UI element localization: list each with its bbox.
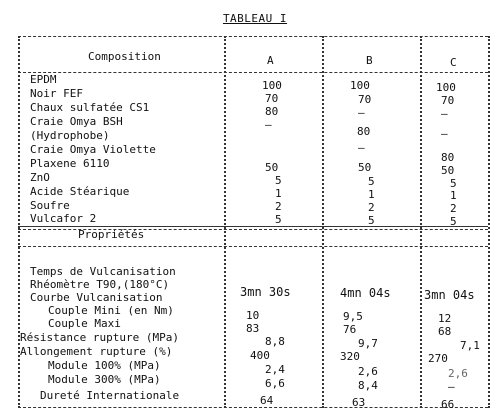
cell-b: 80 [357, 125, 371, 138]
header-c: C [450, 56, 457, 69]
cell-c: 80 [441, 151, 455, 164]
cell-c: 2,6 [448, 367, 468, 380]
row-label: Craie Omya BSH [30, 115, 123, 128]
row-label: Rhéomètre T90,(180°C) [30, 278, 170, 291]
header-a: A [267, 54, 274, 67]
cell-a: 100 [262, 79, 282, 92]
section-title-proprietes: Propriétés [78, 228, 145, 241]
cell-a: 64 [260, 394, 274, 407]
row-label: Dureté Internationale [40, 389, 180, 402]
row-label: Couple Maxi [48, 317, 121, 330]
cell-c: 12 [438, 312, 452, 325]
cell-b: 2 [368, 201, 375, 214]
cell-a: 3mn 30s [240, 285, 291, 299]
cell-a: 2 [275, 200, 282, 213]
cell-a: 6,6 [265, 377, 285, 390]
cell-c: – [448, 380, 455, 393]
cell-a: 8,8 [265, 335, 285, 348]
cell-a: – [265, 118, 272, 131]
cell-c: 100 [436, 81, 456, 94]
cell-b: – [358, 141, 365, 154]
row-label: Courbe Vulcanisation [30, 291, 163, 304]
row-label: Acide Stéarique [30, 185, 130, 198]
row-label: (Hydrophobe) [30, 129, 110, 142]
row-label: Résistance rupture (MPa) [20, 331, 179, 344]
header-composition: Composition [88, 50, 161, 63]
row-label: Allongement rupture (%) [20, 345, 173, 358]
cell-c: – [441, 107, 448, 120]
cell-b: 8,4 [358, 379, 378, 392]
column-border-composition [224, 36, 226, 408]
cell-c: – [441, 127, 448, 140]
cell-a: 1 [275, 187, 282, 200]
cell-b: 320 [340, 350, 360, 363]
cell-a: 5 [275, 213, 282, 226]
cell-c: 3mn 04s [424, 288, 475, 302]
cell-c: 7,1 [460, 339, 480, 352]
cell-b: 70 [358, 93, 372, 106]
row-label: EPDM [30, 73, 57, 86]
rule-below-header [18, 72, 488, 73]
column-border-b [420, 36, 422, 408]
row-label: Noir FEF [30, 87, 83, 100]
row-label: Craie Omya Violette [30, 143, 156, 156]
cell-c: 5 [450, 215, 457, 228]
cell-a: 83 [246, 322, 260, 335]
cell-a: 70 [265, 92, 279, 105]
cell-b: 5 [368, 214, 375, 227]
row-label: Vulcafor 2 [30, 212, 97, 225]
cell-b: 5 [368, 175, 375, 188]
cell-c: 50 [441, 164, 455, 177]
rule-after-properties-title [18, 246, 488, 247]
rule-bottom [18, 407, 488, 408]
table-title: TABLEAU I [222, 12, 288, 25]
cell-b: – [358, 106, 365, 119]
row-label: Couple Mini (en Nm) [48, 304, 174, 317]
cell-c: 1 [450, 189, 457, 202]
header-b: B [366, 54, 373, 67]
row-label: Chaux sulfatée CS1 [30, 101, 150, 114]
cell-b: 9,7 [358, 337, 378, 350]
cell-a: 400 [250, 349, 270, 362]
row-label: Plaxene 6110 [30, 157, 110, 170]
row-label: Soufre [30, 199, 70, 212]
cell-c: 68 [438, 325, 452, 338]
row-label: Module 100% (MPa) [48, 359, 161, 372]
cell-b: 50 [358, 161, 372, 174]
cell-a: 80 [265, 105, 279, 118]
cell-b: 2,6 [358, 365, 378, 378]
cell-a: 10 [246, 309, 260, 322]
cell-c: 70 [441, 94, 455, 107]
cell-a: 50 [265, 161, 279, 174]
cell-a: 5 [275, 174, 282, 187]
rule-top [18, 36, 488, 37]
row-label: Module 300% (MPa) [48, 373, 161, 386]
cell-c: 2 [450, 202, 457, 215]
row-label: ZnO [30, 171, 50, 184]
cell-c: 66 [441, 398, 455, 411]
cell-c: 5 [450, 177, 457, 190]
cell-b: 4mn 04s [340, 286, 391, 300]
cell-b: 76 [343, 323, 357, 336]
cell-b: 9,5 [343, 310, 363, 323]
column-border-a [322, 36, 324, 408]
rule-before-properties [18, 226, 488, 227]
column-border-right [488, 36, 490, 408]
cell-b: 1 [368, 188, 375, 201]
cell-c: 270 [428, 352, 448, 365]
cell-a: 2,4 [265, 363, 285, 376]
cell-b: 63 [352, 396, 366, 409]
row-label: Temps de Vulcanisation [30, 265, 176, 278]
cell-b: 100 [350, 79, 370, 92]
